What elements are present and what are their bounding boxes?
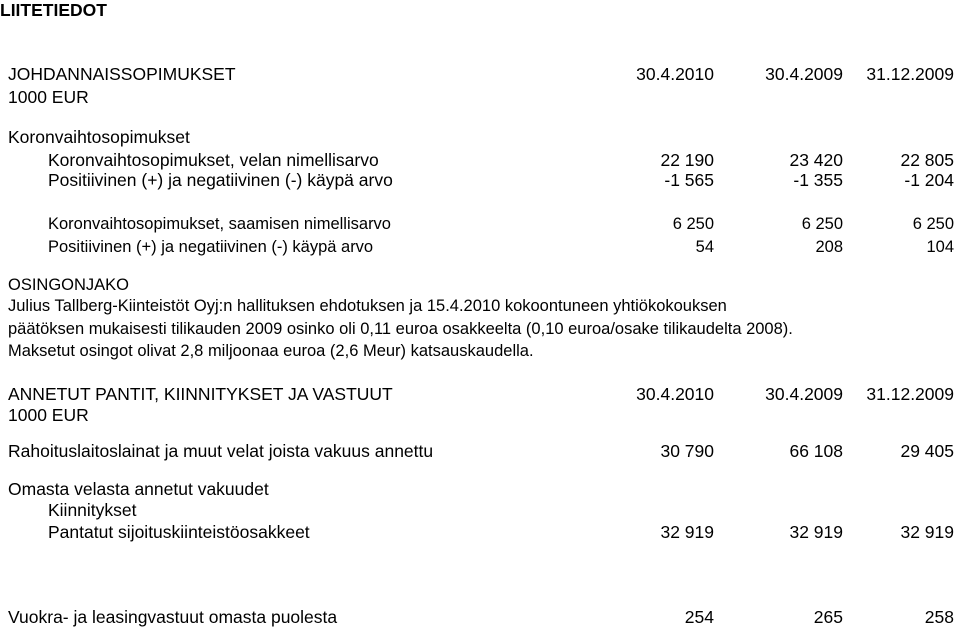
row-value: 258 <box>924 607 954 627</box>
row-value: 104 <box>926 238 954 256</box>
row-value: -1 565 <box>664 170 714 190</box>
row-value: 6 250 <box>801 215 843 233</box>
row-value: 32 919 <box>900 522 954 542</box>
pledges-unit: 1000 EUR <box>8 405 89 425</box>
derivatives-unit: 1000 EUR <box>8 87 89 107</box>
dividend-text-line: Julius Tallberg-Kiinteistöt Oyj:n hallituksen ehdotuksen ja 15.4.2010 kokoontuneen yhtiökokouksen <box>8 297 727 315</box>
row-label: Positiivinen (+) ja negatiivinen (-) käypä arvo <box>48 170 393 190</box>
row-value: -1 204 <box>904 170 954 190</box>
row-value: 22 190 <box>660 150 714 170</box>
row-label: Vuokra- ja leasingvastuut omasta puolesta <box>8 607 338 627</box>
row-value: 32 919 <box>660 522 714 542</box>
row-value: -1 355 <box>793 170 843 190</box>
row-value: 6 250 <box>912 215 954 233</box>
row-value: 54 <box>695 238 714 256</box>
row-value: 6 250 <box>672 215 714 233</box>
pledges-column-header: 30.4.2010 <box>636 384 714 404</box>
mortgages-label: Kiinnitykset <box>48 500 137 520</box>
row-value: 30 790 <box>660 441 714 461</box>
row-label: Pantatut sijoituskiinteistöosakkeet <box>48 522 310 542</box>
row-label: Koronvaihtosopimukset, velan nimellisarvo <box>48 150 379 170</box>
pledges-heading: ANNETUT PANTIT, KIINNITYKSET JA VASTUUT <box>8 384 393 404</box>
derivatives-group-label: Koronvaihtosopimukset <box>8 127 190 147</box>
row-value: 265 <box>813 607 843 627</box>
dividend-heading: OSINGONJAKO <box>8 276 130 294</box>
pledges-column-header: 31.12.2009 <box>866 384 954 404</box>
row-value: 208 <box>815 238 843 256</box>
derivatives-column-header: 31.12.2009 <box>866 64 954 84</box>
row-label: Positiivinen (+) ja negatiivinen (-) käypä arvo <box>48 238 374 256</box>
row-value: 32 919 <box>789 522 843 542</box>
row-value: 22 805 <box>900 150 954 170</box>
derivatives-column-header: 30.4.2009 <box>765 64 843 84</box>
row-value: 29 405 <box>900 441 954 461</box>
dividend-text-line: päätöksen mukaisesti tilikauden 2009 osinko oli 0,11 euroa osakkeelta (0,10 euroa/osake tilikaudelta 2008). <box>8 320 793 338</box>
dividend-text-line: Maksetut osingot olivat 2,8 miljoonaa euroa (2,6 Meur) katsauskaudella. <box>8 342 534 360</box>
row-label: Koronvaihtosopimukset, saamisen nimellisarvo <box>48 215 391 233</box>
derivatives-heading: JOHDANNAISSOPIMUKSET <box>8 64 236 84</box>
page-title: LIITETIEDOT <box>0 0 107 20</box>
row-value: 254 <box>684 607 714 627</box>
row-value: 23 420 <box>789 150 843 170</box>
own-debt-label: Omasta velasta annetut vakuudet <box>8 479 269 499</box>
row-label: Rahoituslaitoslainat ja muut velat joista vakuus annettu <box>8 441 434 461</box>
pledges-column-header: 30.4.2009 <box>765 384 843 404</box>
row-value: 66 108 <box>789 441 843 461</box>
derivatives-column-header: 30.4.2010 <box>636 64 714 84</box>
